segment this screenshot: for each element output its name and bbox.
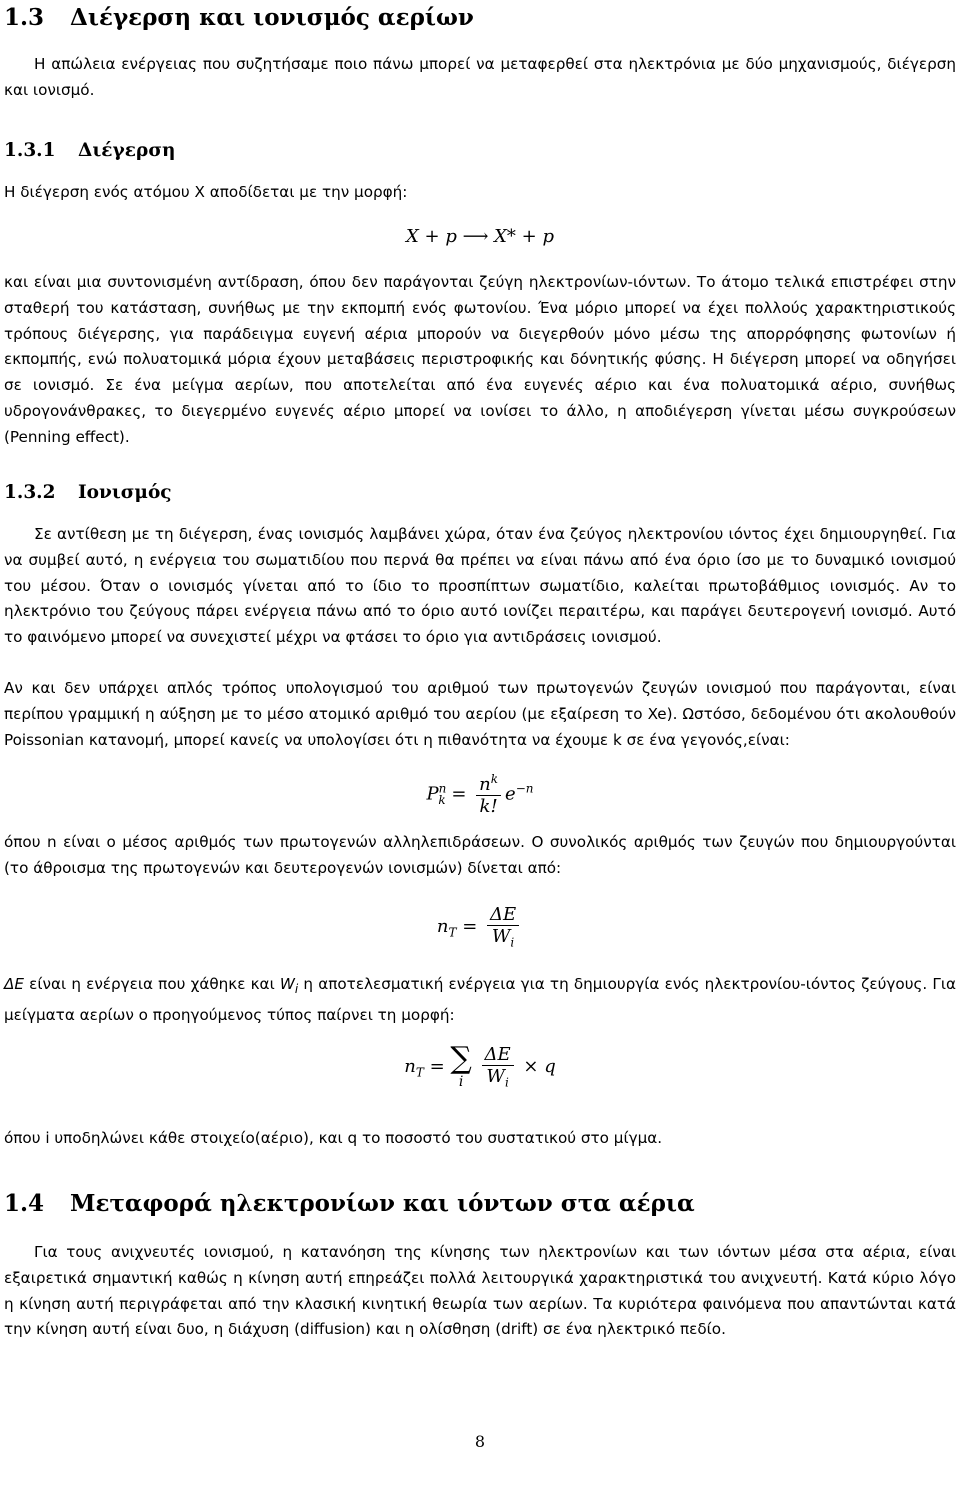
subsection-heading-excitation <box>4 140 175 161</box>
subsection-title: Διέγερση <box>78 140 176 161</box>
ionization-paragraph-2: Αν και δεν υπάρχει απλός τρόπος υπολογισμού του αριθμού των πρωτογενών ζευγών ιονισμού που παράγονται, είναι περίπου γραμμική η αύξηση με το μέσο ατομικό αριθμό του αερίου (με εξαίρεση το Xe). Ωστόσο, δεδομένου ότι ακολουθούν Poissonian κατανομή, μπορεί κανείς να υπολογίσει ότι η πιθανότητα να έχουμε k σε ένα γεγονός,είναι: <box>4 679 956 749</box>
total-pairs-equation: $n_T$ = $\frac{\Delta E}{W_i}$ <box>0 904 960 950</box>
ionization-paragraph-3: όπου n είναι ο μέσος αριθμός των πρωτογενών αλληλεπιδράσεων. Ο συνολικός αριθμός των ζευγών που δημιουργούνται (το άθροισμα της πρωτογενών και δευτερογενών ιονισμών) δίνεται από: <box>4 833 956 877</box>
poisson-fraction: $\frac{n^k}{k!}$ <box>476 772 501 817</box>
ionization-paragraph-4: ΔE είναι η ενέργεια που χάθηκε και $W_i$ η αποτελεσματική ενέργεια για τη δημιουργία ενός ηλεκτρονίου-ιόντος ζεύγους. Για μείγματα αερίων ο προηγούμενος τύπος παίρνει τη μορφή: <box>4 975 957 1024</box>
subsection-number: 1.3.2 <box>4 482 56 503</box>
intro-paragraph: Η απώλεια ενέργειας που συζητήσαμε ποιο πάνω μπορεί να μεταφερθεί στα ηλεκτρόνια με δύο μηχανισμούς, διέγερση και ιονισμό. <box>4 55 956 99</box>
section-heading-transport <box>4 1190 695 1217</box>
subsection-heading-ionization <box>4 482 172 503</box>
poisson-equation: $P^n_k$ = $\frac{n^k}{k!}$ $e^{-n}$ <box>426 772 534 817</box>
section-number: 1.4 <box>4 1190 45 1217</box>
mixture-fraction: $\frac{\Delta E}{W_i}$ <box>482 1044 514 1090</box>
total-pairs-fraction: $\frac{\Delta E}{W_i}$ <box>487 904 519 950</box>
subsection-title: Ιονισμός <box>78 482 172 503</box>
section-title: Μεταφορά ηλεκτρονίων και ιόντων στα αέρια <box>70 1190 695 1217</box>
excitation-intro: Η διέγερση ενός ατόμου X αποδίδεται με την μορφή: <box>4 183 408 201</box>
section-title: Διέγερση και ιονισμός αερίων <box>70 4 474 31</box>
mixture-equation: $n_T$ = ∑ i $\frac{\Delta E}{W_i}$ × q <box>404 1041 556 1090</box>
ionization-paragraph-5: όπου i υποδηλώνει κάθε στοιχείο(αέριο), και q το ποσοστό του συστατικού στο μίγμα. <box>4 1129 663 1147</box>
transport-paragraph: Για τους ανιχνευτές ιονισμού, η κατανόηση της κίνησης των ηλεκτρονίων και των ιόντων μέσα στα αέρια, είναι εξαιρετικά σημαντική καθώς η κίνηση αυτή επηρεάζει πολλά λειτουργικά χαρακτηριστικά του ανιχνευτή. Κατά κύριο λόγο η κίνηση αυτή περιγράφεται από την κλασική κινητική θεωρία των αερίων. Τα κυριότερα φαινόμενα που απαντώνται κατά την κίνηση αυτή είναι δυο, η διάχυση (diffusion) και η ολίσθηση (drift) σε ένα ηλεκτρικό πεδίο. <box>4 1243 956 1339</box>
excitation-equation: X + p ⟶ X* + p <box>406 226 554 247</box>
section-number: 1.3 <box>4 4 45 31</box>
sum-symbol: ∑ i <box>450 1041 472 1090</box>
subsection-number: 1.3.1 <box>4 140 56 161</box>
excitation-paragraph: και είναι μια συντονισμένη αντίδραση, όπου δεν παράγονται ζεύγη ηλεκτρονίων-ιόντων. Το άτομο τελικά επιστρέφει στην σταθερή του κατάσταση, συνήθως με την εκπομπή ενός φωτονίου. Ένα μόριο μπορεί να έχει πολλούς χαρακτηριστικούς τρόπους διέγερσης, για παράδειγμα ευγενή αέρια μπορούν να διεγερθούν μόνο μέσω της απορρόφησης φωτονίων ή εκπομπής, ενώ πολυατομικά μόρια έχουν μεταβάσεις περιστροφικής και δόνητικής φύσης. Η διέγερση μπορεί να οδηγήσει σε ιονισμό. Σε ένα μείγμα αερίων, που αποτελείται από ένα ευγενές αέριο και ένα πολυατομικά αέριο, συνήθως υδρογονάνθρακες, το διεγερμένο ευγενές αέριο μπορεί να ιονίσει το άλλο, η αποδιέγερση γίνεται μέσω συγκρούσεων (Penning effect). <box>4 273 956 446</box>
page-number: 8 <box>474 1432 486 1451</box>
ionization-paragraph-1: Σε αντίθεση με τη διέγερση, ένας ιονισμός λαμβάνει χώρα, όταν ένα ζεύγος ηλεκτρονίου ιόντος έχει δημιουργηθεί. Για να συμβεί αυτό, η ενέργεια του σωματιδίου που περνά θα πρέπει να είναι πάνω από ένα όριο ίσο με το δυναμικό ιονισμού του μέσου. Όταν ο ιονισμός γίνεται από το ίδιο το προσπίπτων σωματίδιο, καλείται πρωτοβάθμιος ιονισμός. Αν το ηλεκτρόνιο του ζεύγους πάρει ενέργεια πάνω από το όριο αυτό ιονίζει περαιτέρω, και παράγει δευτερογενή ιονισμό. Αυτό το φαινόμενο μπορεί να συνεχιστεί μέχρι να φτάσει το όριο για αντιδράσεις ιονισμού. <box>4 525 956 647</box>
section-heading <box>4 4 474 31</box>
